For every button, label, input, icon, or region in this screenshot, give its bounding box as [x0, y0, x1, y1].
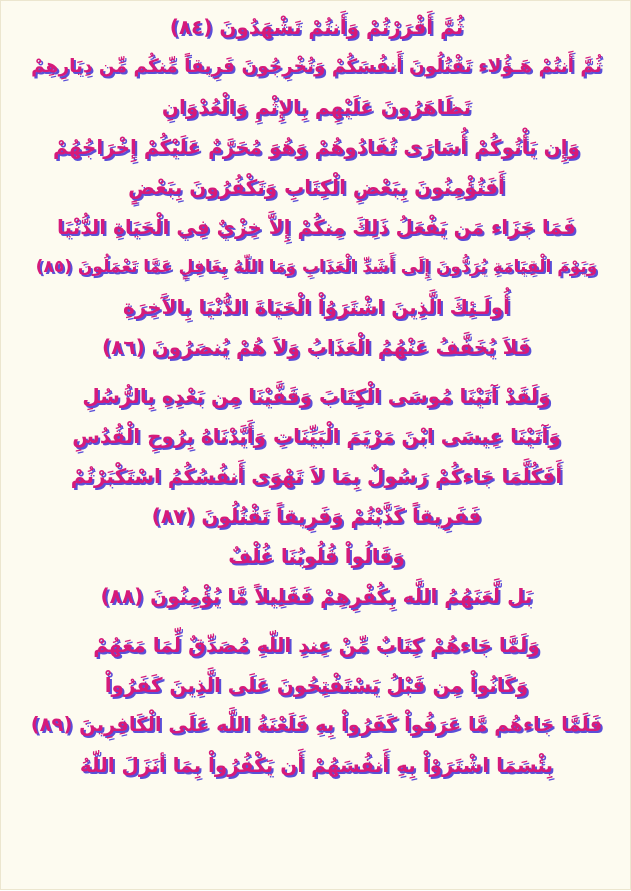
verse-line: وَكَانُواْ مِن قَبْلُ يَسْتَفْتِحُونَ عَلَى الَّذِينَ كَفَرُواْ — [104, 673, 529, 697]
verse-line: فَفَرِيقاً كَذَّبْتُمْ وَفَرِيقاً تَقْتُلُونَ (٨٧) — [151, 504, 482, 528]
verse-block — [1, 1, 631, 891]
verse-line: وَقَالُواْ قُلُوبُنَا غُلْفٌ — [228, 544, 405, 568]
verse-line: تَظَاهَرُونَ عَلَيْهِم بِالإِثْمِ وَالْعُدْوَانِ — [161, 95, 472, 119]
verse-line: أُولَـئِكَ الَّذِينَ اشْتَرَوُاْ الْحَيَاةَ الدُّنْيَا بِالآَخِرَةِ — [122, 295, 510, 319]
verse-line: فَمَا جَزَاء مَن يَفْعَلُ ذَلِكَ مِنكُمْ إِلاَّ خِزْيٌ فِي الْحَيَاةِ الدُّنْيَا — [57, 215, 576, 239]
verse-line: وَآتَيْنَا عِيسَى ابْنَ مَرْيَمَ الْبَيِّنَاتِ وَأَيَّدْنَاهُ بِرُوحِ الْقُدُسِ — [72, 424, 561, 448]
verse-line: بَل لَّعَنَهُمُ اللَّه بِكُفْرِهِمْ فَقَلِيلاً مَّا يُؤْمِنُونَ (٨٨) — [100, 584, 533, 608]
verse-line: وَلَقَدْ آتَيْنَا مُوسَى الْكِتَابَ وَقَفَّيْنَا مِن بَعْدِهِ بِالرُّسُلِ — [82, 384, 551, 408]
verse-line: أَفَتُؤْمِنُونَ بِبَعْضِ الْكِتَابِ وَتَكْفُرُونَ بِبَعْضٍ — [128, 175, 505, 199]
verse-line: ثُمَّ أَقْرَرْتُمْ وَأَنتُمْ تَشْهَدُونَ (٨٤) — [169, 15, 464, 39]
verse-line: أَفَكُلَّمَا جَاءكُمْ رَسُولٌ بِمَا لاَ تَهْوَى أَنفُسُكُمُ اسْتَكْبَرْتُمْ — [70, 464, 563, 488]
verse-line: وَإِن يَأْتُوكُمْ أُسَارَى تُفَادُوهُمْ وَهُوَ مُحَرَّمٌ عَلَيْكُمْ إِخْرَاجُهُمْ — [53, 135, 580, 159]
verse-line: فَلاَ يُخَفَّفُ عَنْهُمُ الْعَذَابُ وَلاَ هُمْ يُنصَرُونَ (٨٦) — [102, 335, 531, 359]
verse-line: فَلَمَّا جَاءهُم مَّا عَرَفُواْ كَفَرُواْ بِهِ فَلَعْنَةُ اللَّه عَلَى الْكَافِرِينَ (٨٩) — [30, 713, 603, 736]
verse-line: ثُمَّ أَنتُمْ هَـؤُلاء تَقْتُلُونَ أَنفُسَكُمْ وَتُخْرِجُونَ فَرِيقاً مِّنكُم مِّن دِيَارِهِمْ — [31, 56, 602, 77]
verse-line: وَيَوْمَ الْقِيَامَةِ يُرَدُّونَ إِلَى أَشَدِّ الْعَذَابِ وَمَا اللّهُ بِغَافِلٍ عَمَّا تَعْمَلُونَ (٨٥) — [35, 257, 598, 277]
verse-line: وَلَمَّا جَاءهُمْ كِتَابٌ مِّنْ عِندِ اللّهِ مُصَدِّقٌ لِّمَا مَعَهُمْ — [93, 633, 540, 657]
verse-line: بِئْسَمَا اشْتَرَوْاْ بِهِ أَنفُسَهُمْ أَن يَكْفُرُواْ بِمَا أنَزَلَ اللّهُ — [79, 753, 554, 777]
